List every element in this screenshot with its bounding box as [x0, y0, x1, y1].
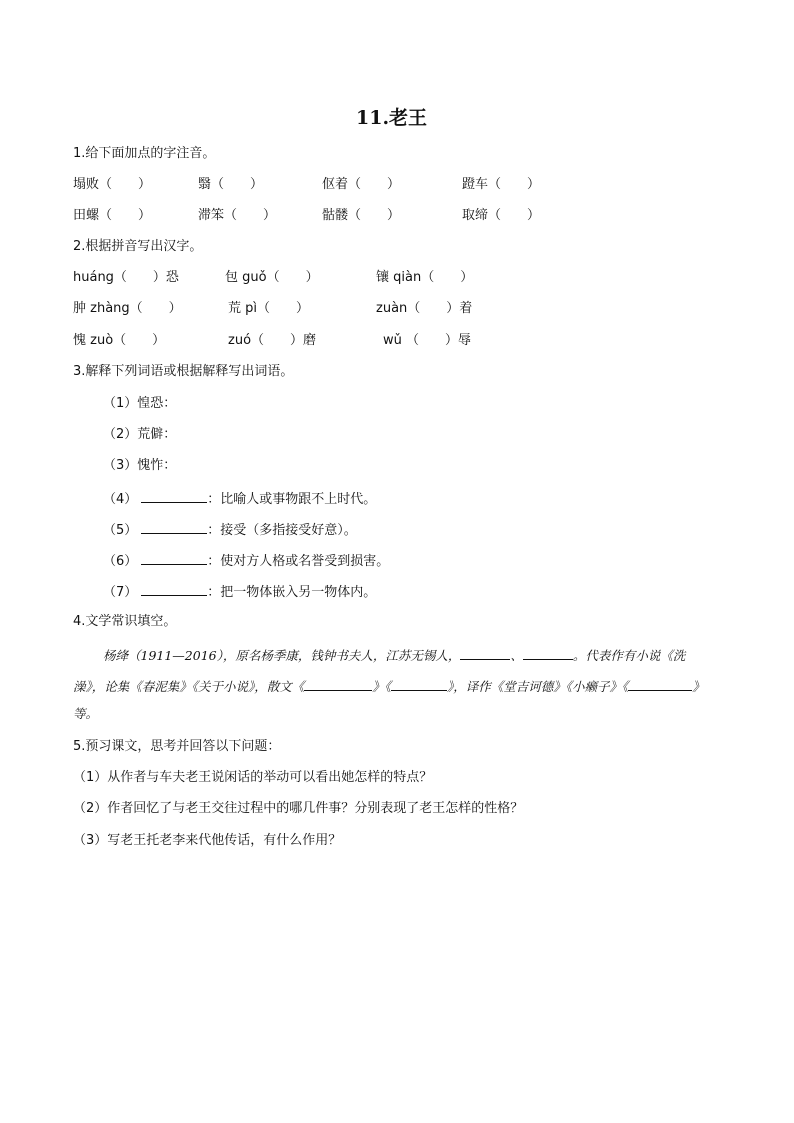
q3-item	[103, 397, 176, 410]
q1-item: 取缔（ ）	[462, 208, 541, 223]
item-number: （7）	[103, 585, 138, 600]
item-number: （1）	[103, 396, 138, 411]
answer-blank[interactable]	[141, 490, 207, 503]
q2-item: zuàn（ ）着	[376, 301, 473, 316]
q2-item: zuó（ ）磨	[228, 333, 317, 348]
item-number: （4）	[103, 492, 138, 507]
q1-item: 骷髅（ ）	[322, 208, 401, 223]
item-text: ：把一物体嵌入另一物体内。	[207, 585, 377, 600]
item-text: 惶恐：	[137, 396, 177, 411]
q3-item	[103, 428, 176, 441]
q1-item: 田螺（ ）	[73, 208, 152, 223]
q3-item	[103, 521, 357, 537]
question-4-heading: 4.文学常识填空。	[73, 614, 177, 629]
item-number: （2）	[103, 427, 138, 442]
q1-item: 塌败（ ）	[73, 177, 152, 192]
item-number: （5）	[103, 523, 138, 538]
answer-blank[interactable]	[141, 521, 207, 534]
q4-paragraph-line: 等。	[73, 706, 99, 721]
q5-item: （3）写老王托老李来代他传话，有什么作用？	[73, 833, 342, 848]
q1-item: 伛着（ ）	[322, 177, 401, 192]
page-title: 11.老王	[356, 107, 428, 129]
q2-item: 荒 pì（ ）	[228, 301, 309, 316]
answer-blank[interactable]	[523, 647, 573, 660]
answer-blank[interactable]	[304, 678, 372, 691]
q4-paragraph-line	[103, 647, 685, 663]
item-number: （6）	[103, 554, 138, 569]
answer-blank[interactable]	[460, 647, 510, 660]
q2-item: wǔ （ ）辱	[383, 333, 472, 348]
item-text: ：接受（多指接受好意）。	[207, 523, 357, 538]
q1-item: 滞笨（ ）	[198, 208, 277, 223]
answer-blank[interactable]	[141, 583, 207, 596]
q2-item: 愧 zuò（ ）	[73, 333, 166, 348]
q3-item	[103, 459, 176, 472]
item-text: ：比喻人或事物跟不上时代。	[207, 492, 377, 507]
text-segment: 。代表作有小说《洗	[572, 648, 686, 663]
q1-item: 翳（ ）	[198, 177, 264, 192]
text-segment: 》	[692, 679, 705, 694]
q2-item: 肿 zhàng（ ）	[73, 301, 182, 316]
q1-item: 蹬车（ ）	[462, 177, 541, 192]
text-segment: 澡》，论集《春泥集》《关于小说》，散文《	[73, 679, 305, 694]
text-segment: 》，译作《堂吉诃德》《小癞子》《	[447, 679, 629, 694]
q3-item	[103, 552, 389, 568]
item-text: 愧怍：	[137, 458, 177, 473]
answer-blank[interactable]	[141, 552, 207, 565]
q5-item: （2）作者回忆了与老王交往过程中的哪几件事？分别表现了老王怎样的性格？	[73, 801, 524, 816]
question-1-heading: 1.给下面加点的字注音。	[73, 146, 216, 161]
item-number: （3）	[103, 458, 138, 473]
text-segment: 、	[510, 648, 523, 663]
q2-item: 镶 qiàn（ ）	[376, 270, 474, 285]
item-text: ：使对方人格或名誉受到损害。	[207, 554, 390, 569]
answer-blank[interactable]	[628, 678, 692, 691]
text-segment: 》《	[372, 679, 392, 694]
q4-paragraph-line	[73, 678, 705, 694]
q2-item: huáng（ ）恐	[73, 270, 179, 285]
q3-item	[103, 583, 376, 599]
answer-blank[interactable]	[391, 678, 447, 691]
question-3-heading: 3.解释下列词语或根据解释写出词语。	[73, 364, 294, 379]
q5-item: （1）从作者与车夫老王说闲话的举动可以看出她怎样的特点？	[73, 770, 433, 785]
question-5-heading: 5.预习课文，思考并回答以下问题：	[73, 739, 281, 754]
item-text: 荒僻：	[137, 427, 177, 442]
q3-item	[103, 490, 376, 506]
q2-item: 包 guǒ（ ）	[225, 270, 319, 285]
question-2-heading: 2.根据拼音写出汉字。	[73, 239, 203, 254]
text-segment: 杨绛（1911—2016），原名杨季康，钱钟书夫人，江苏无锡人，	[103, 648, 461, 663]
